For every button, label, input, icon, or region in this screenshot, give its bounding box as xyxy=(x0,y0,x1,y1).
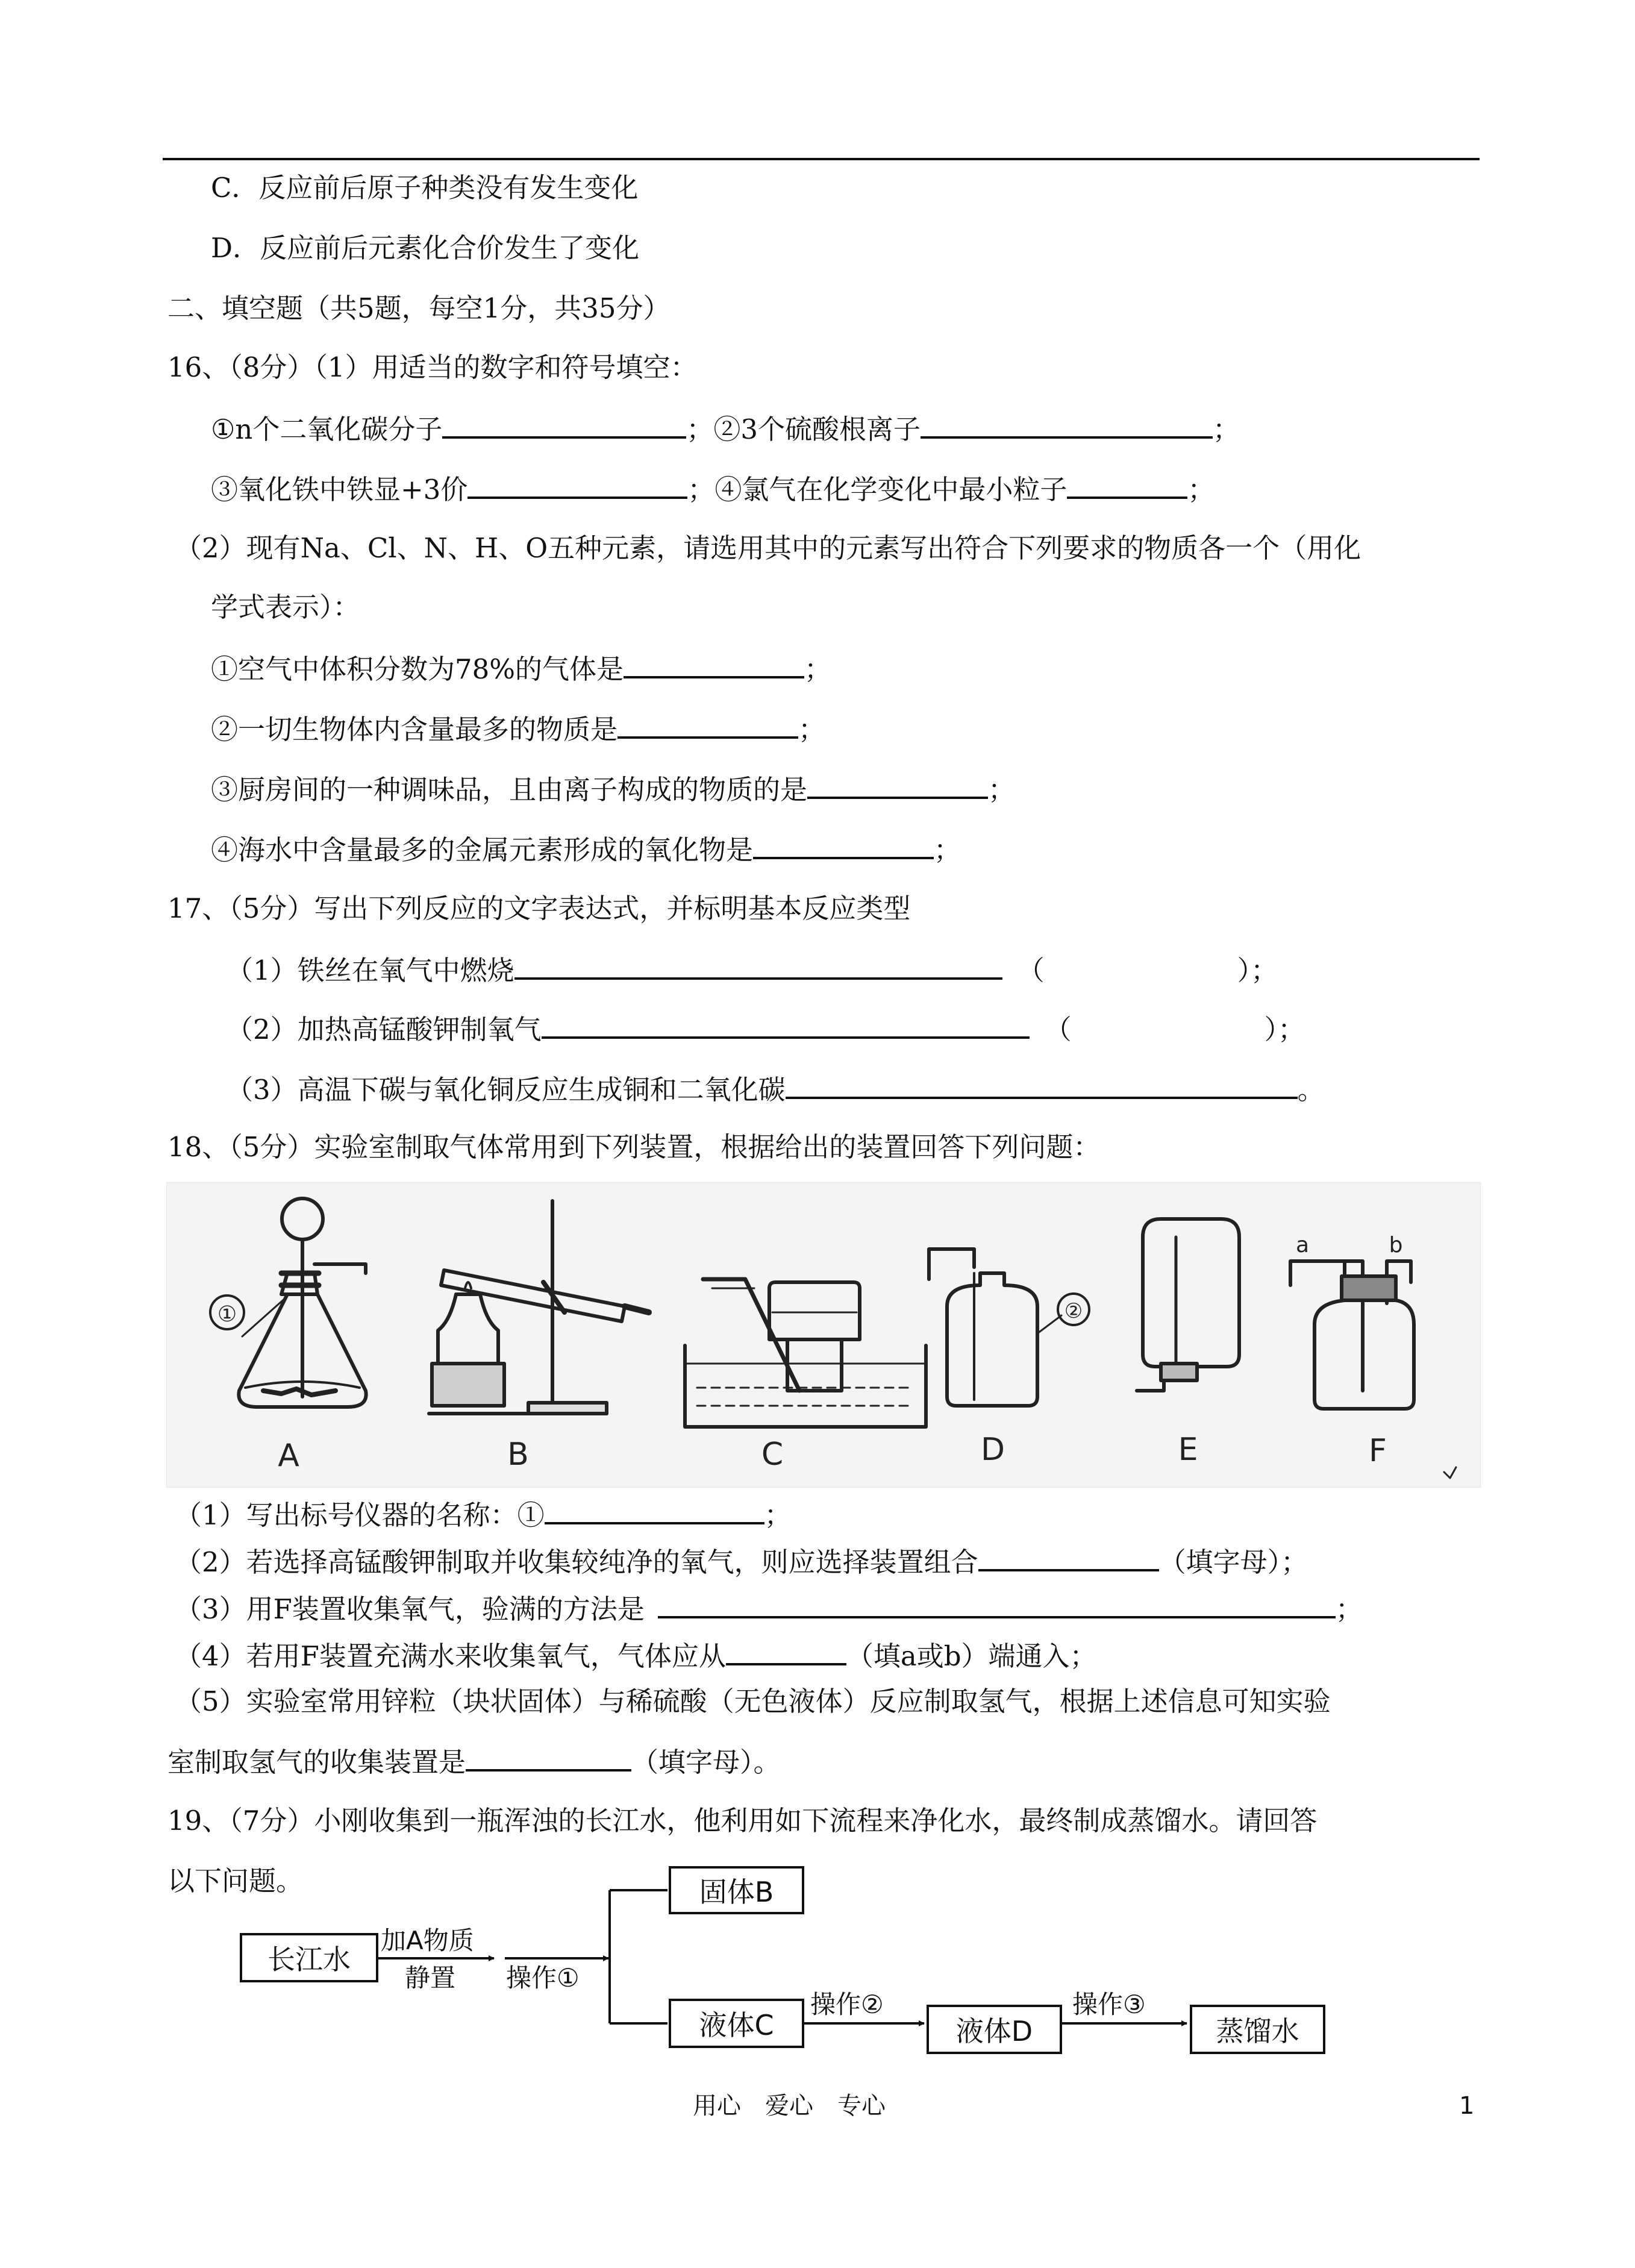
punctuation: ； xyxy=(988,774,1016,806)
q16-b1: ①空气中体积分数为78%的气体是 xyxy=(211,653,624,685)
figure-label-d: D xyxy=(980,1432,1005,1468)
q17-r2: （2）加热高锰酸钾制氧气 xyxy=(226,1013,542,1045)
q16-heading: 16、（8分）（1）用适当的数字和符号填空： xyxy=(167,351,698,383)
footer-motto: 用心 爱心 专心 xyxy=(693,2092,886,2120)
flow-node-solid-b: 固体B xyxy=(669,1866,804,1914)
q16-item-2: ；②3个硫酸根离子 xyxy=(686,413,921,445)
punctuation: ）； xyxy=(1237,954,1278,986)
punctuation: ； xyxy=(1187,474,1215,506)
flow-node-end: 蒸馏水 xyxy=(1190,2005,1325,2054)
q19-line2: 以下问题。 xyxy=(167,1865,304,1897)
q18-s5: 室制取氢气的收集装置是 xyxy=(167,1746,466,1778)
punctuation: （填字母）。 xyxy=(631,1746,781,1778)
punctuation: ； xyxy=(934,834,961,866)
q18-s2: （2）若选择高锰酸钾制取并收集较纯净的氧气，则应选择装置组合 xyxy=(175,1546,978,1578)
figure-label-b: B xyxy=(507,1436,529,1473)
q16-b4: ④海水中含量最多的金属元素形成的氧化物是 xyxy=(211,834,754,866)
flow-label-settle: 静置 xyxy=(405,1963,456,1993)
q16-b3: ③厨房间的一种调味品，且由离子构成的物质的是 xyxy=(211,774,808,806)
flow-label-add: 加A物质 xyxy=(381,1926,474,1955)
flow-label-op1: 操作① xyxy=(506,1963,580,1993)
page-number: 1 xyxy=(1459,2092,1475,2120)
punctuation: ； xyxy=(1212,413,1240,445)
punctuation: ； xyxy=(804,653,832,685)
flow-node-liquid-d: 液体D xyxy=(927,2005,1062,2054)
punctuation: ； xyxy=(764,1499,792,1531)
flow-node-start: 长江水 xyxy=(240,1933,378,1982)
figure-label-a: A xyxy=(278,1438,299,1474)
punctuation: ）； xyxy=(1264,1013,1305,1045)
flow-node-liquid-c: 液体C xyxy=(669,1999,804,2048)
q16-part2-line2: 学式表示）： xyxy=(211,591,360,623)
q16-item-1: ①n个二氧化碳分子 xyxy=(211,413,443,445)
punctuation: ； xyxy=(1335,1593,1363,1625)
q17-r3: （3）高温下碳与氧化铜反应生成铜和二氧化碳 xyxy=(226,1074,786,1106)
option-d: D．反应前后元素化合价发生了变化 xyxy=(211,232,640,264)
punctuation: ； xyxy=(798,713,826,745)
figure-label-c: C xyxy=(761,1436,784,1473)
figure-label-e: E xyxy=(1178,1432,1198,1468)
port-b-label: b xyxy=(1389,1233,1403,1258)
q17-r1: （1）铁丝在氧气中燃烧 xyxy=(226,954,514,986)
flow-label-op3: 操作③ xyxy=(1072,1990,1146,2019)
punctuation: （填a或b）端通入； xyxy=(846,1640,1097,1672)
q16-b2: ②一切生物体内含量最多的物质是 xyxy=(211,713,618,745)
section-title: 二、填空题（共5题，每空1分，共35分） xyxy=(167,292,671,324)
q19-line1: 19、（7分）小刚收集到一瓶浑浊的长江水，他利用如下流程来净化水，最终制成蒸馏水。请回答 xyxy=(167,1805,1318,1837)
label-mark-1: ① xyxy=(217,1302,237,1327)
punctuation: （ xyxy=(1044,1013,1072,1045)
flow-label-op2: 操作② xyxy=(810,1990,884,2019)
q17-heading: 17、（5分）写出下列反应的文字表达式，并标明基本反应类型 xyxy=(167,892,911,924)
q18-heading: 18、（5分）实验室制取气体常用到下列装置，根据给出的装置回答下列问题： xyxy=(167,1131,1101,1163)
q16-item-3: ③氧化铁中铁显+3价 xyxy=(211,474,468,506)
q18-s1: （1）写出标号仪器的名称：① xyxy=(175,1499,545,1531)
label-mark-2: ② xyxy=(1064,1299,1083,1323)
punctuation: 。 xyxy=(1297,1074,1325,1106)
q18-s4: （4）若用F装置充满水来收集氧气，气体应从 xyxy=(175,1640,726,1672)
punctuation: （ xyxy=(1017,954,1045,986)
q16-item-4: ；④氯气在化学变化中最小粒子 xyxy=(687,474,1068,506)
q18-s5-line1: （5）实验室常用锌粒（块状固体）与稀硫酸（无色液体）反应制取氢气，根据上述信息可知实验 xyxy=(175,1685,1331,1717)
q18-s3: （3）用F装置收集氧气，验满的方法是 xyxy=(175,1593,645,1625)
option-c: C．反应前后原子种类没有发生变化 xyxy=(211,172,639,204)
port-a-label: a xyxy=(1295,1233,1310,1258)
punctuation: （填字母）； xyxy=(1158,1546,1308,1578)
q16-part2-line1: （2）现有Na、Cl、N、H、O五种元素，请选用其中的元素写出符合下列要求的物质各一个（用化 xyxy=(175,532,1361,564)
figure-label-f: F xyxy=(1369,1433,1387,1469)
